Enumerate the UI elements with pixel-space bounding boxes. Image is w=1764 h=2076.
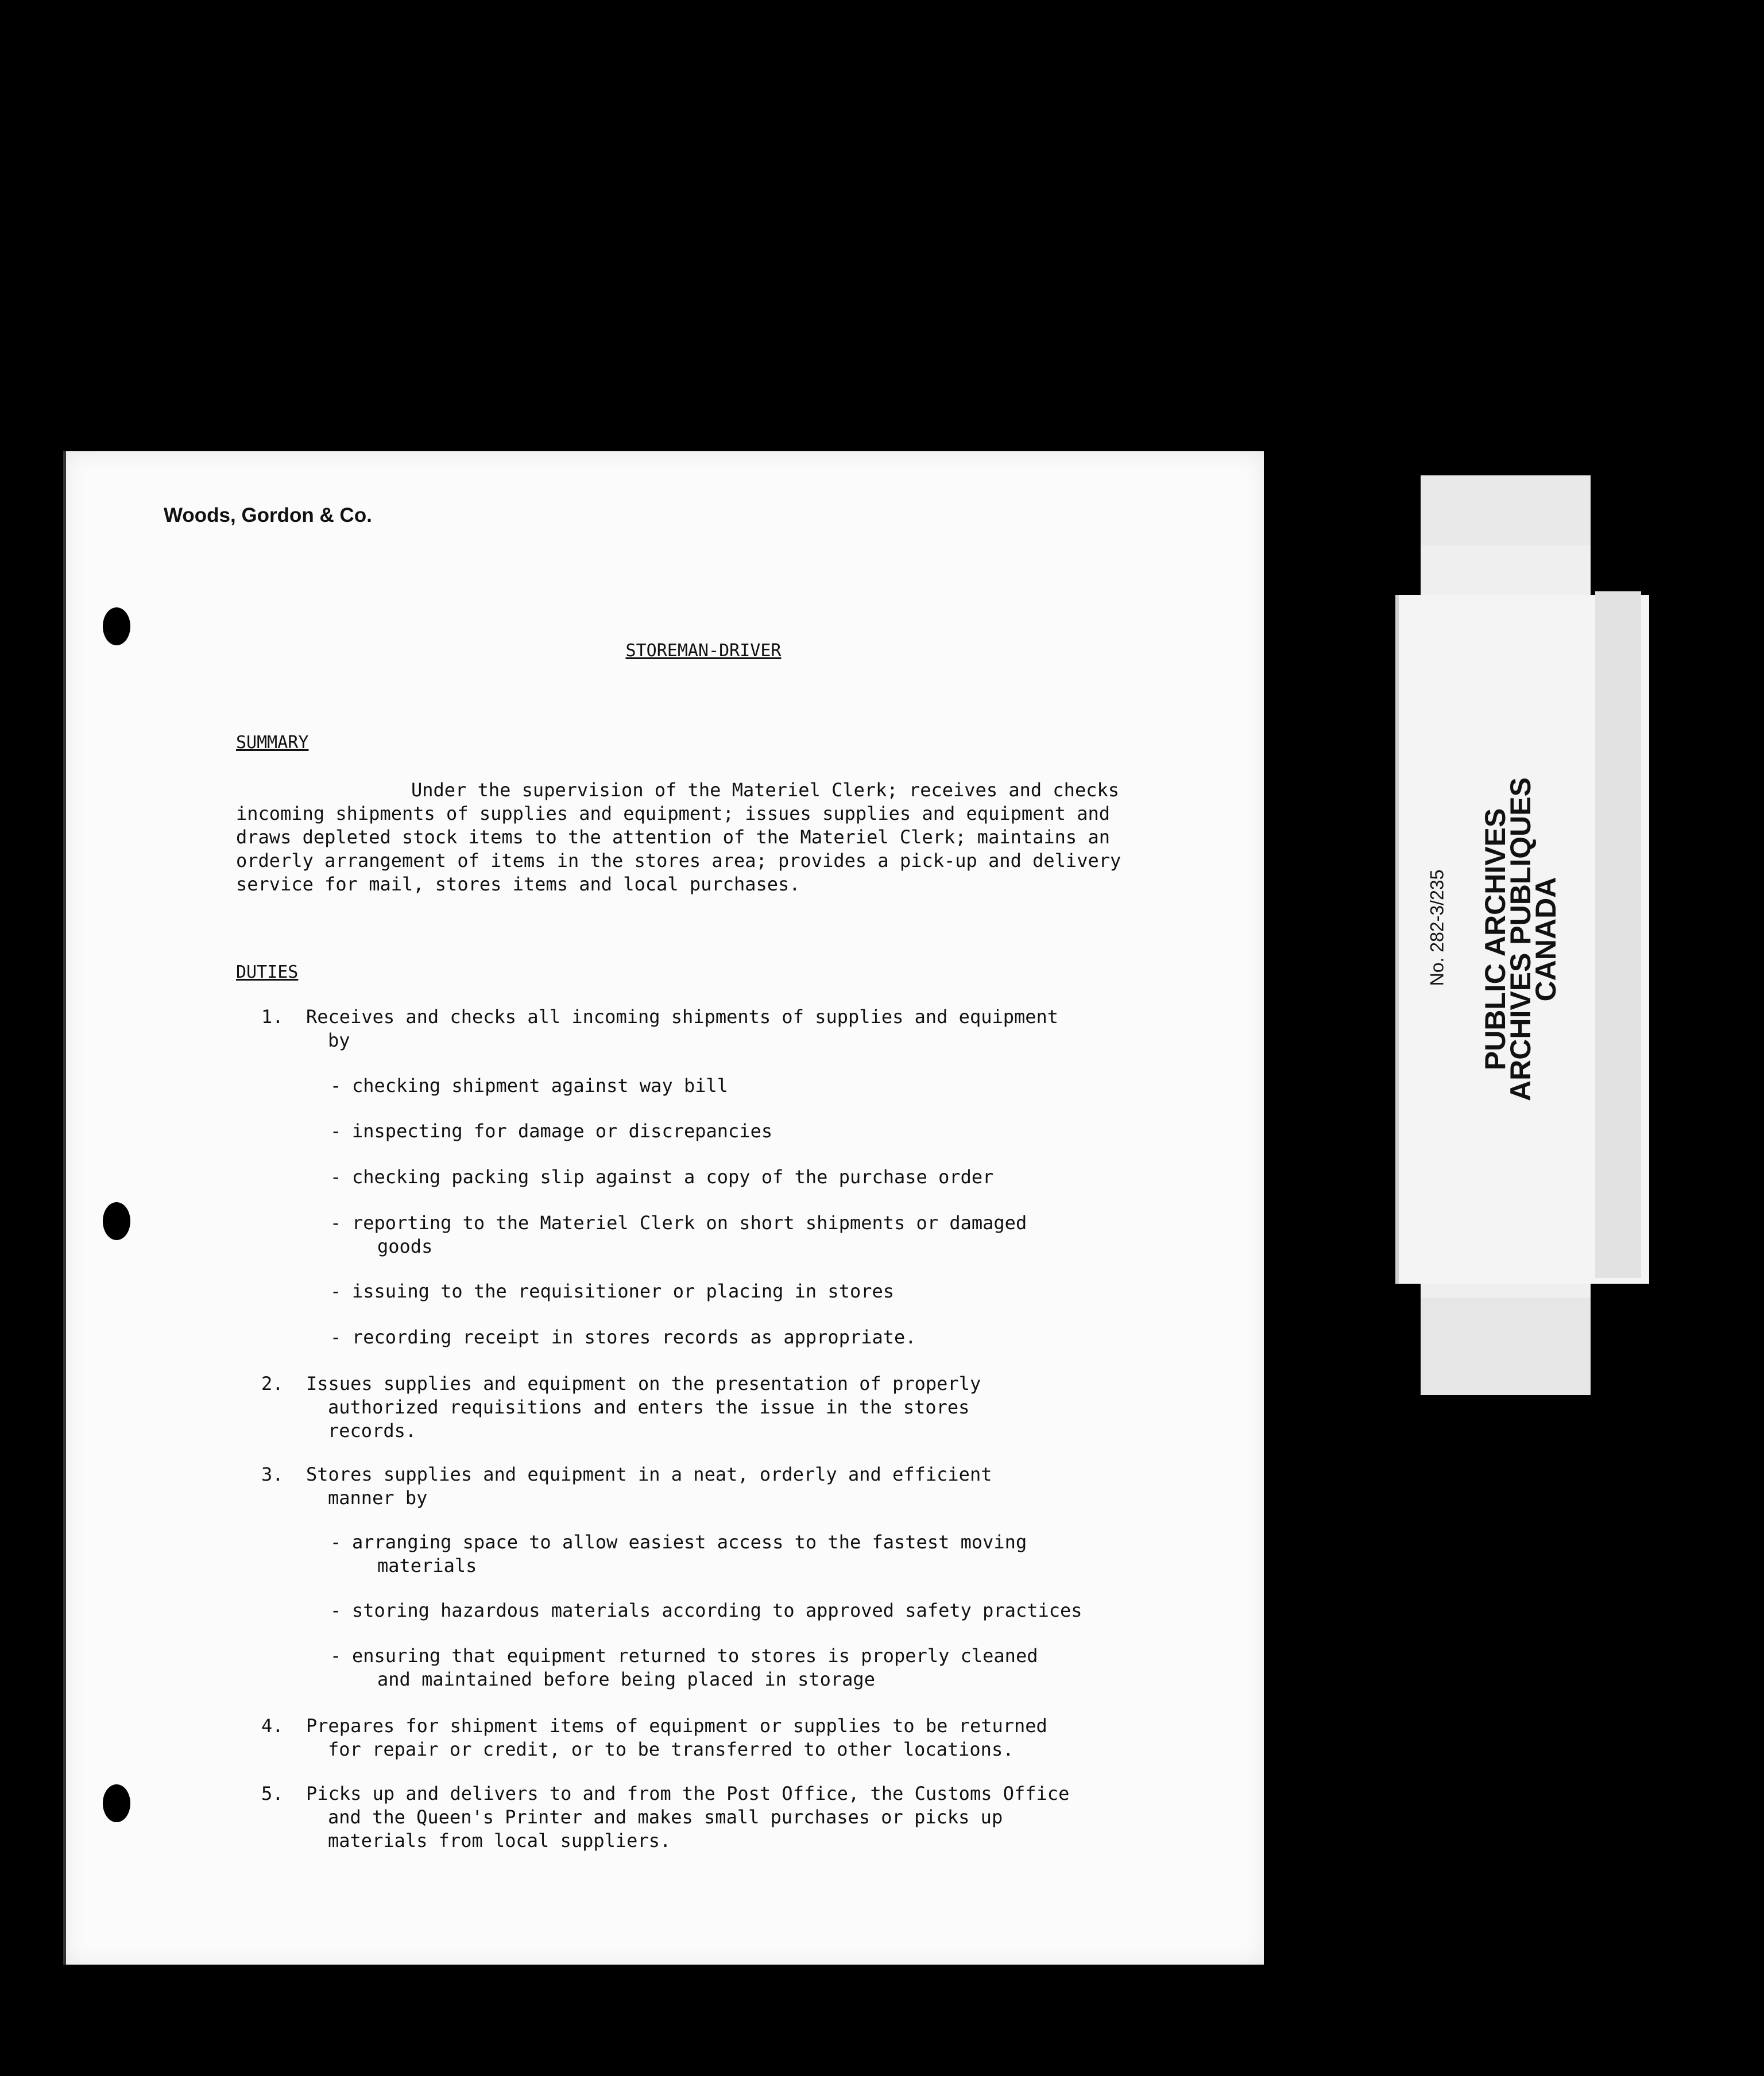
duty-item-3	[306, 1463, 1121, 1510]
sub-item-text: storing hazardous materials according to approved safety practices	[352, 1599, 1082, 1621]
duty-text-line: manner by	[328, 1487, 428, 1509]
duty-text-line: authorized requisitions and enters the issue in the stores	[328, 1396, 970, 1418]
duty-sub-item: - ensuring that equipment returned to stores is properly cleaned and maintained before being placed in storage	[330, 1644, 1134, 1691]
duty-number: 1.	[261, 1006, 284, 1028]
duty-text-line: records.	[328, 1420, 417, 1442]
document-title: STOREMAN-DRIVER	[625, 641, 782, 661]
sub-item-text: checking shipment against way bill	[352, 1075, 729, 1097]
summary-heading: SUMMARY	[236, 733, 309, 753]
sub-item-text: ensuring that equipment returned to stores is properly cleaned	[352, 1645, 1038, 1667]
sub-item-text: materials	[377, 1555, 477, 1577]
punch-hole	[103, 1202, 130, 1240]
duty-sub-item: - inspecting for damage or discrepancies	[330, 1120, 773, 1142]
sub-item-text: and maintained before being placed in storage	[377, 1668, 875, 1690]
duty-text-line: for repair or credit, or to be transferred to other locations.	[328, 1738, 1014, 1760]
duties-heading: DUTIES	[236, 962, 299, 982]
duty-sub-item: - checking packing slip against a copy of the purchase order	[330, 1166, 994, 1188]
duty-item-2	[306, 1372, 1121, 1443]
summary-paragraph: Under the supervision of the Materiel Clerk; receives and checks incoming shipments of supplies and equipment; issues supplies and equipment and draws depleted stock items to the attention of the Materiel Clerk; maintains an orderly arrangement of items in the stores area; provides a pick-up and delivery service for mail, stores items and local purchases.	[236, 779, 1132, 895]
duty-sub-item: - storing hazardous materials according to approved safety practices	[330, 1599, 1082, 1621]
document-page	[63, 451, 1264, 1965]
sub-item-text: inspecting for damage or discrepancies	[352, 1120, 773, 1142]
duty-sub-item: - recording receipt in stores records as appropriate.	[330, 1326, 916, 1348]
duty-number: 4.	[261, 1715, 284, 1737]
duty-item-1	[306, 1005, 1121, 1052]
duty-text-line: materials from local suppliers.	[328, 1830, 671, 1852]
duty-text-line: Picks up and delivers to and from the Post Office, the Customs Office	[306, 1783, 1070, 1804]
duty-item-4	[306, 1714, 1121, 1761]
punch-hole	[103, 607, 130, 645]
duty-text-line: by	[328, 1029, 350, 1051]
duty-number: 2.	[261, 1373, 284, 1395]
archive-label-tab	[1421, 1298, 1591, 1395]
archive-label-tab	[1421, 475, 1591, 545]
sub-item-text: checking packing slip against a copy of the purchase order	[352, 1166, 994, 1188]
duty-sub-item: - issuing to the requisitioner or placing in stores	[330, 1280, 895, 1302]
duty-sub-item: - checking shipment against way bill	[330, 1075, 729, 1097]
punch-hole	[103, 1784, 130, 1822]
duty-text-line: Issues supplies and equipment on the presentation of properly	[306, 1373, 981, 1395]
duty-number: 5.	[261, 1783, 284, 1804]
sub-item-text: recording receipt in stores records as appropriate.	[352, 1326, 916, 1348]
archive-label-text	[1479, 777, 1562, 1101]
duty-sub-item: - arranging space to allow easiest access to the fastest moving materials	[330, 1531, 1134, 1578]
sub-item-text: issuing to the requisitioner or placing in stores	[352, 1280, 895, 1302]
duty-number: 3.	[261, 1463, 284, 1485]
archive-reference-number: No. 282-3/235	[1426, 869, 1448, 986]
duty-sub-item: - reporting to the Materiel Clerk on short shipments or damaged goods	[330, 1211, 1134, 1258]
archive-label-line: CANADA	[1530, 877, 1562, 1002]
sub-item-text: reporting to the Materiel Clerk on short shipments or damaged	[352, 1212, 1027, 1234]
duty-text-line: Prepares for shipment items of equipment or supplies to be returned	[306, 1715, 1047, 1737]
sub-item-text: arranging space to allow easiest access to the fastest moving	[352, 1531, 1027, 1553]
duty-text-line: Stores supplies and equipment in a neat, orderly and efficient	[306, 1463, 992, 1485]
archive-label-line: ARCHIVES PUBLIQUES	[1504, 777, 1537, 1101]
duty-text-line: and the Queen's Printer and makes small purchases or picks up	[328, 1806, 1003, 1828]
letterhead: Woods, Gordon & Co.	[164, 504, 372, 526]
duty-item-5	[306, 1782, 1121, 1853]
duty-text-line: Receives and checks all incoming shipments of supplies and equipment	[306, 1006, 1059, 1028]
archive-label-line: PUBLIC ARCHIVES	[1479, 808, 1511, 1071]
archive-label-strip	[1595, 591, 1641, 1278]
sub-item-text: goods	[377, 1235, 433, 1257]
